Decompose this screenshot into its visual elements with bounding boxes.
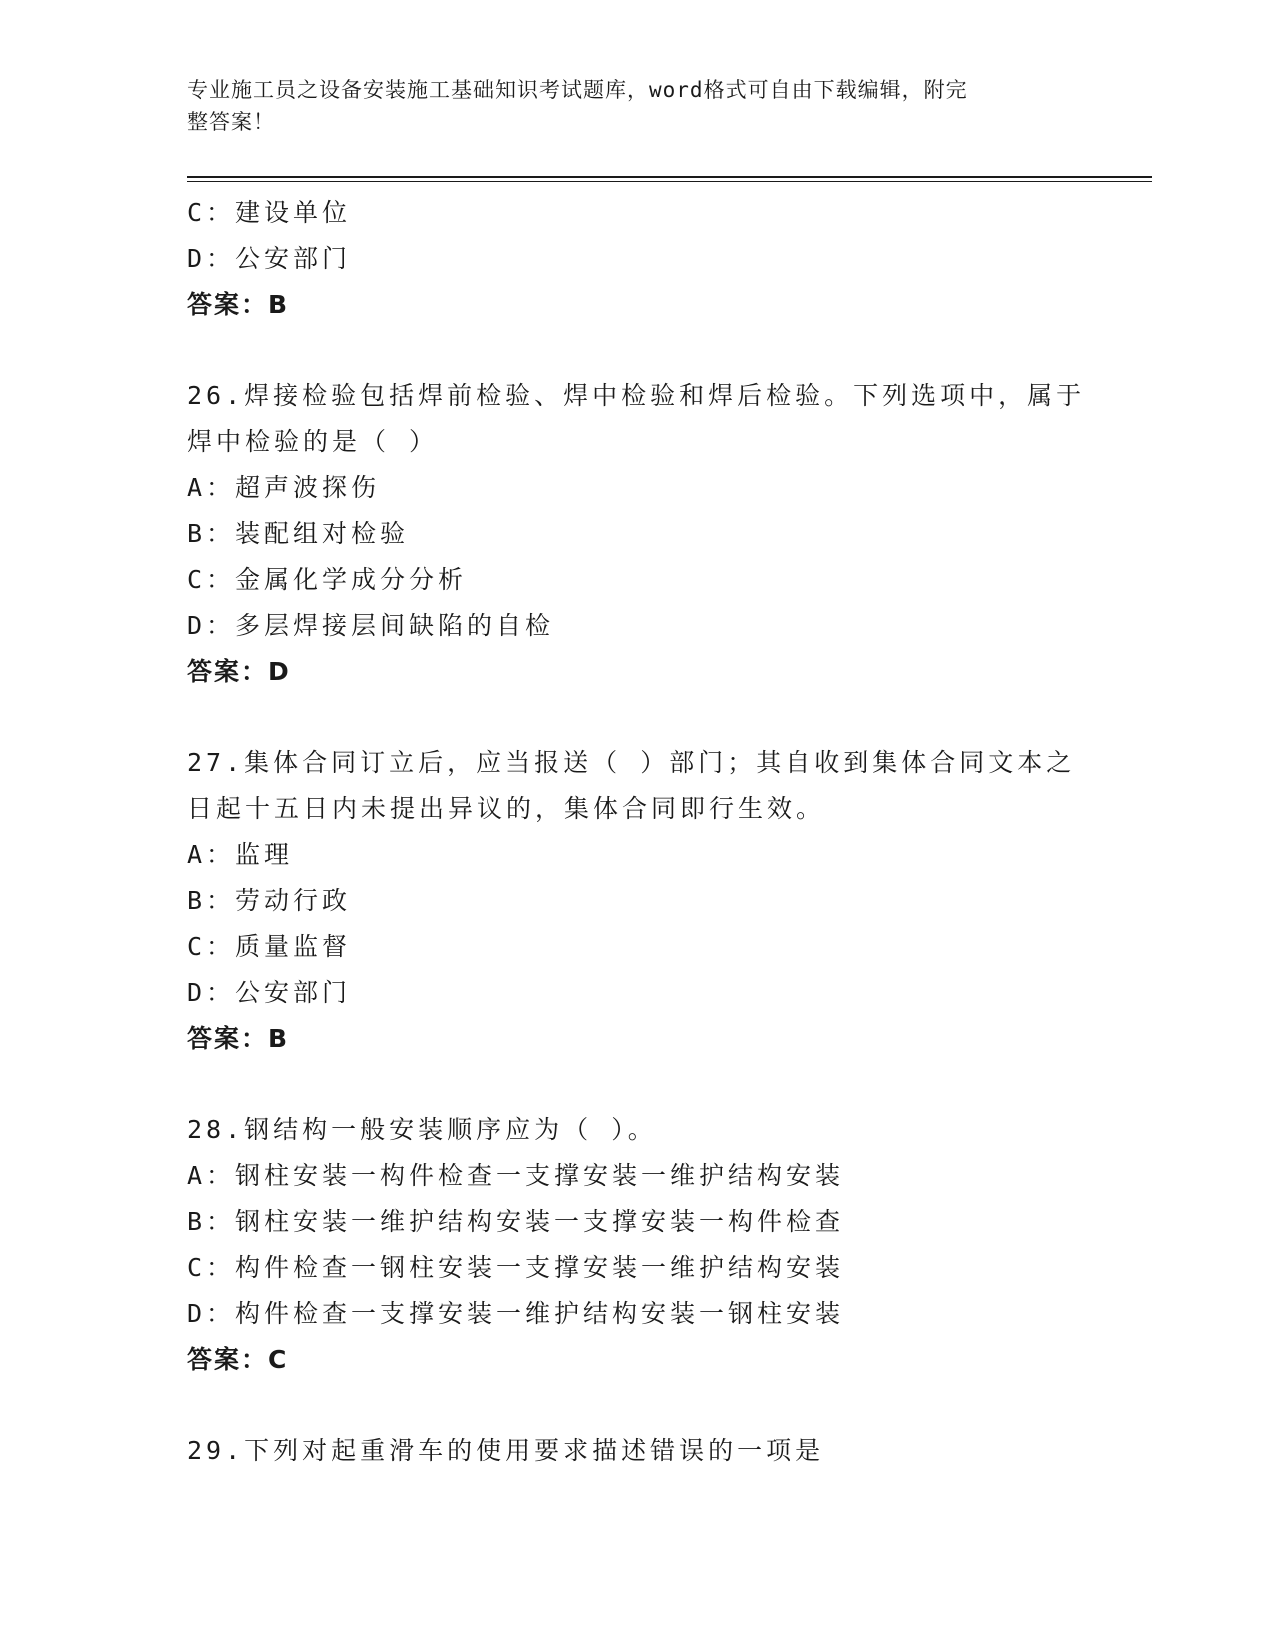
- question-stem: 28.钢结构一般安装顺序应为（ ）。: [187, 1115, 657, 1144]
- question-25-tail: [187, 190, 1087, 328]
- question-stem: 日起十五日内未提出异议的，集体合同即行生效。: [187, 794, 826, 823]
- answer: 答案：B: [187, 290, 290, 319]
- option-d: D：公安部门: [187, 978, 352, 1007]
- spacer: [187, 1383, 1087, 1428]
- question-26: [187, 373, 1087, 695]
- answer: 答案：B: [187, 1024, 290, 1053]
- spacer: [187, 695, 1087, 740]
- option-c: C：构件检查一钢柱安装一支撑安装一维护结构安装: [187, 1253, 845, 1282]
- option-c: C：金属化学成分分析: [187, 565, 468, 594]
- option-b: B：钢柱安装一维护结构安装一支撑安装一构件检查: [187, 1207, 845, 1236]
- question-stem: 焊中检验的是（ ）: [187, 427, 439, 456]
- option-a: A：钢柱安装一构件检查一支撑安装一维护结构安装: [187, 1161, 845, 1190]
- option-c: C：质量监督: [187, 932, 352, 961]
- spacer: [187, 328, 1087, 373]
- header-divider-thick: [187, 176, 1152, 178]
- option-d: D：多层焊接层间缺陷的自检: [187, 611, 555, 640]
- option-d: D：构件检查一支撑安装一维护结构安装一钢柱安装: [187, 1299, 845, 1328]
- option-b: B：装配组对检验: [187, 519, 410, 548]
- question-28: [187, 1107, 1087, 1383]
- spacer: [187, 1062, 1087, 1107]
- question-27: [187, 740, 1087, 1062]
- question-stem: 26.焊接检验包括焊前检验、焊中检验和焊后检验。下列选项中，属于: [187, 381, 1086, 410]
- page-header: [187, 74, 1067, 138]
- header-line-2: 整答案！: [187, 110, 275, 134]
- question-list: [187, 190, 1087, 1474]
- header-line-1: 专业施工员之设备安装施工基础知识考试题库，word格式可自由下载编辑，附完: [187, 78, 968, 102]
- answer: 答案：C: [187, 1345, 289, 1374]
- answer: 答案：D: [187, 657, 291, 686]
- question-stem: 29.下列对起重滑车的使用要求描述错误的一项是: [187, 1436, 825, 1465]
- option-c: C：建设单位: [187, 198, 352, 227]
- option-b: B：劳动行政: [187, 886, 352, 915]
- question-29: [187, 1428, 1087, 1474]
- option-a: A：超声波探伤: [187, 473, 381, 502]
- question-stem: 27.集体合同订立后，应当报送（ ）部门；其自收到集体合同文本之: [187, 748, 1076, 777]
- header-divider-thin: [187, 181, 1152, 182]
- option-d: D：公安部门: [187, 244, 352, 273]
- option-a: A：监理: [187, 840, 294, 869]
